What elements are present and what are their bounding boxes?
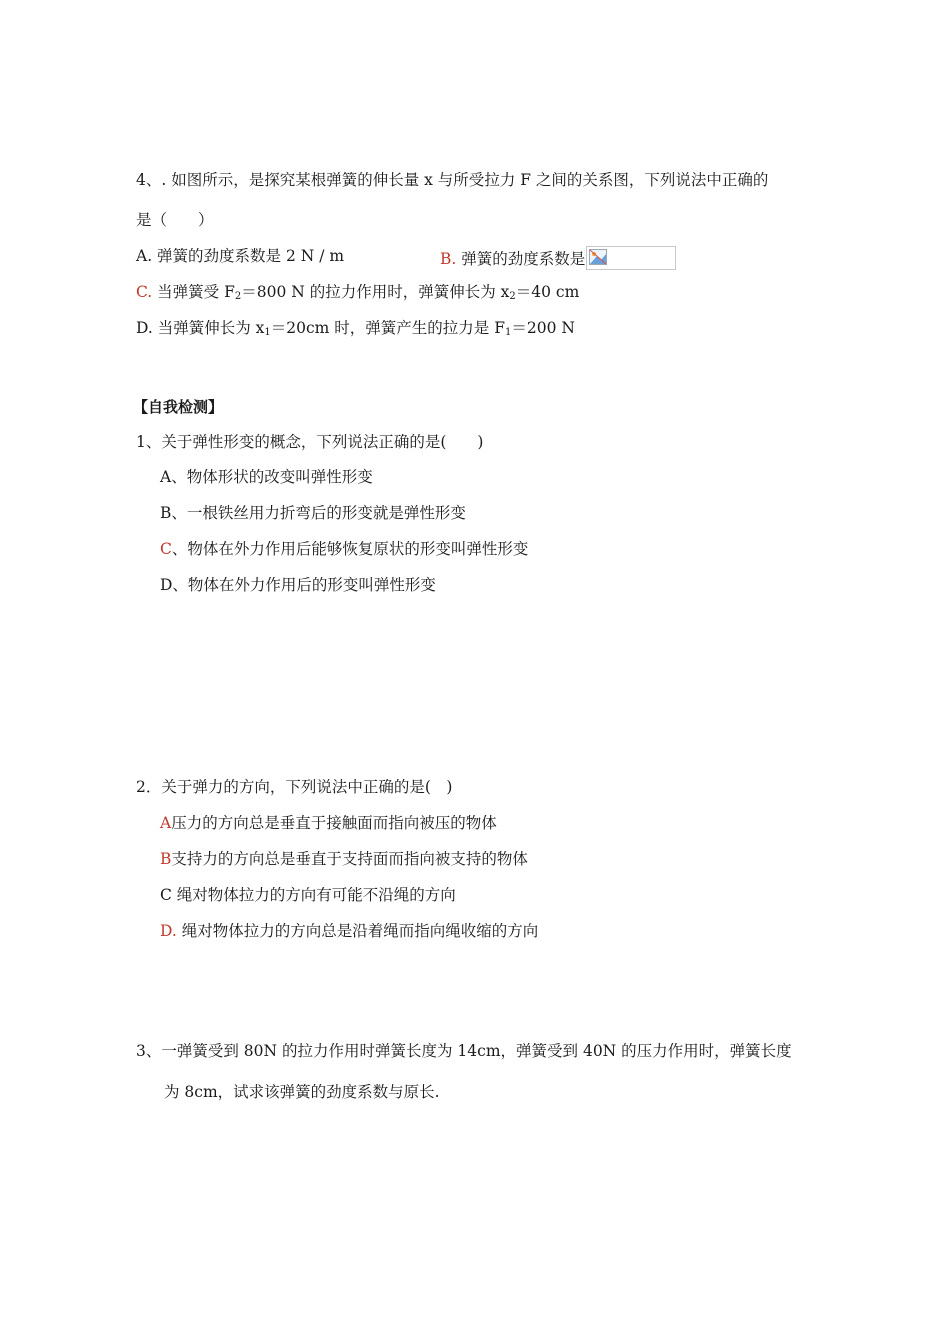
q4-option-d-mid: ＝20cm 时，弹簧产生的拉力是 F bbox=[270, 319, 505, 337]
q4-stem-line2: 是（ ） bbox=[136, 211, 214, 229]
s2-option-b bbox=[160, 849, 528, 869]
s2-option-a bbox=[160, 813, 497, 833]
q4-option-b-letter: B. bbox=[440, 250, 457, 268]
q4-option-d-pre: D. 当弹簧伸长为 x bbox=[136, 319, 265, 337]
s1-option-c bbox=[160, 539, 528, 559]
s2-option-d-text: 绳对物体拉力的方向总是沿着绳而指向绳收缩的方向 bbox=[176, 922, 539, 940]
q4-option-c bbox=[136, 282, 579, 302]
image-placeholder-icon bbox=[589, 249, 607, 265]
q4-stem-line1: 4、. 如图所示，是探究某根弹簧的伸长量 x 与所受拉力 F 之间的关系图，下列说法中正确的 bbox=[136, 171, 769, 189]
q4-option-b bbox=[440, 246, 676, 270]
q4-option-b-text: 弹簧的劲度系数是 bbox=[456, 250, 586, 268]
s2-option-d bbox=[160, 921, 538, 941]
q4-option-d-post: ＝200 N bbox=[511, 319, 575, 337]
s2-option-d-letter: D. bbox=[160, 922, 177, 940]
q4-option-c-mid: ＝800 N 的拉力作用时，弹簧伸长为 x bbox=[241, 283, 510, 301]
q4-option-d bbox=[136, 318, 575, 338]
q4-option-d-sub1: 1 bbox=[264, 327, 271, 338]
q4-option-c-pre: 当弹簧受 F bbox=[152, 283, 235, 301]
s2-option-c: C 绳对物体拉力的方向有可能不沿绳的方向 bbox=[160, 886, 456, 904]
s2-option-b-letter: B bbox=[160, 850, 172, 868]
q4-option-c-post: ＝40 cm bbox=[515, 283, 580, 301]
q4-option-c-sub1: 2 bbox=[234, 291, 242, 302]
q4-option-d-sub2: 1 bbox=[505, 327, 512, 338]
q4-option-a: A. 弹簧的劲度系数是 2 N / m bbox=[136, 247, 345, 265]
s3-line2: 为 8cm，试求该弹簧的劲度系数与原长. bbox=[164, 1083, 440, 1101]
s2-stem: 2．关于弹力的方向，下列说法中正确的是( ) bbox=[136, 778, 453, 796]
s2-option-a-letter: A bbox=[160, 814, 172, 832]
s1-option-b: B、一根铁丝用力折弯后的形变就是弹性形变 bbox=[160, 504, 466, 522]
q4-option-c-letter: C. bbox=[136, 283, 153, 301]
s1-option-d: D、物体在外力作用后的形变叫弹性形变 bbox=[160, 576, 436, 594]
s2-option-b-text: 支持力的方向总是垂直于支持面而指向被支持的物体 bbox=[171, 850, 528, 868]
s1-option-a: A、物体形状的改变叫弹性形变 bbox=[160, 468, 373, 486]
s3-line1: 3、一弹簧受到 80N 的拉力作用时弹簧长度为 14cm，弹簧受到 40N 的压力作用时，弹簧长度 bbox=[136, 1042, 792, 1060]
broken-image-icon bbox=[586, 246, 676, 270]
q4-option-c-sub2: 2 bbox=[509, 291, 516, 302]
s1-option-c-letter: C bbox=[160, 540, 172, 558]
s1-option-c-text: 、物体在外力作用后能够恢复原状的形变叫弹性形变 bbox=[171, 540, 529, 558]
s2-option-a-text: 压力的方向总是垂直于接触面而指向被压的物体 bbox=[171, 814, 497, 832]
s1-stem: 1、关于弹性形变的概念，下列说法正确的是( ) bbox=[136, 433, 484, 451]
section-title: 【自我检测】 bbox=[133, 398, 224, 416]
